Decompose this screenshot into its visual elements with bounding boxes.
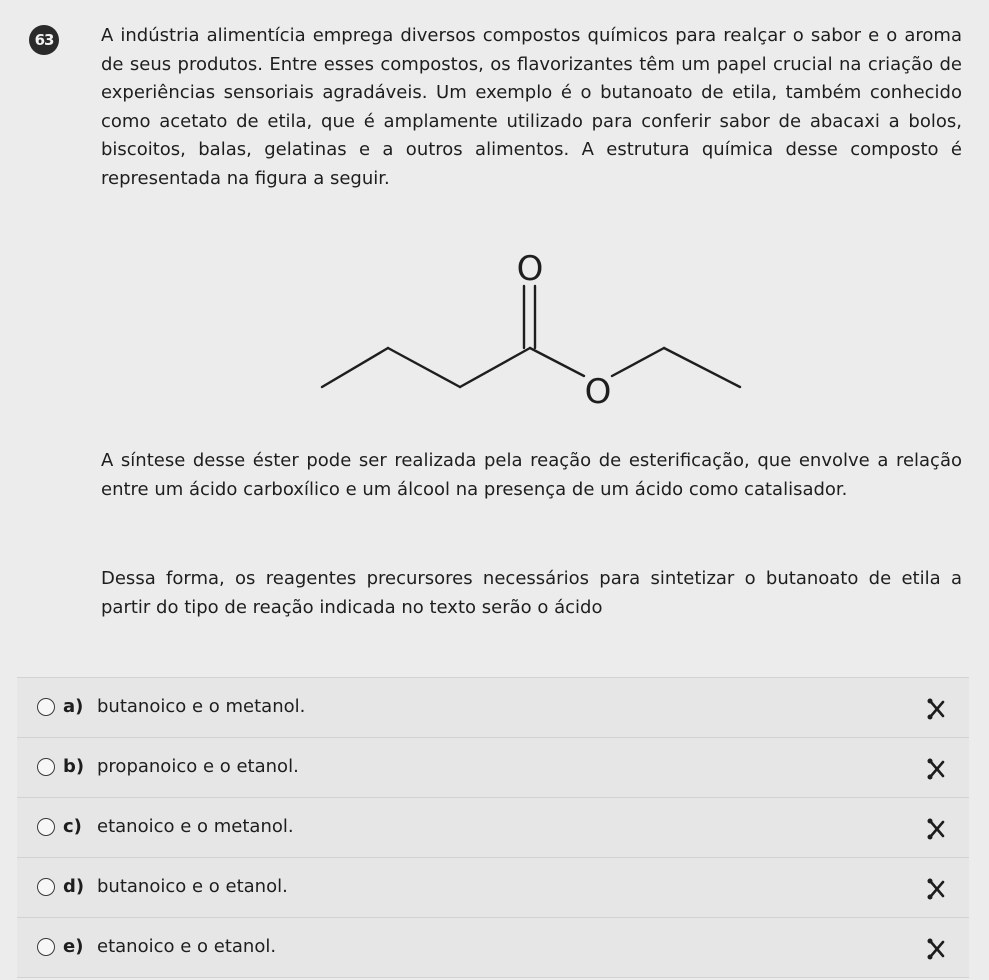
option-d[interactable] [17, 857, 969, 917]
answer-options [17, 677, 969, 978]
bond-c4-o [530, 348, 584, 376]
option-letter: c) [63, 816, 82, 837]
option-a[interactable] [17, 677, 969, 737]
question-prompt-text: Dessa forma, os reagentes precursores necessários para sintetizar o butanoato de etila a partir do tipo de reação indicada no texto serão o ácido [101, 568, 962, 618]
radio-button[interactable] [37, 878, 55, 896]
radio-button[interactable] [37, 758, 55, 776]
option-letter: d) [63, 876, 85, 897]
option-text: etanoico e o etanol. [97, 936, 277, 957]
radio-button[interactable] [37, 938, 55, 956]
carbonyl-oxygen-label: O [516, 249, 544, 289]
ester-oxygen-label: O [584, 372, 612, 412]
bond-o-c5 [612, 348, 664, 376]
option-text: butanoico e o metanol. [97, 696, 306, 717]
option-b[interactable] [17, 737, 969, 797]
scissors-icon[interactable] [926, 938, 948, 960]
option-c[interactable] [17, 797, 969, 857]
question-intro-text: A indústria alimentícia emprega diversos compostos químicos para realçar o sabor e o aroma de seus produtos. Entre esses compostos, os flavorizantes têm um papel crucial na criação de experiências sensoriais agradáveis. Um exemplo é o butanoato de etila, também conhecido como acetato de etila, que é amplamente utilizado para conferir sabor de abacaxi a bolos, biscoitos, balas, gelatinas e a outros alimentos. A estrutura química desse composto é representada na figura a seguir. [101, 25, 962, 189]
option-letter: b) [63, 756, 85, 777]
scissors-icon[interactable] [926, 758, 948, 780]
bond-c3-c4 [460, 348, 530, 387]
option-text: etanoico e o metanol. [97, 816, 294, 837]
radio-button[interactable] [37, 818, 55, 836]
scissors-icon[interactable] [926, 818, 948, 840]
option-letter: a) [63, 696, 84, 717]
option-text: butanoico e o etanol. [97, 876, 288, 897]
scissors-icon[interactable] [926, 878, 948, 900]
scissors-icon[interactable] [926, 698, 948, 720]
bond-c1-c2 [322, 348, 388, 387]
bond-c2-c3 [388, 348, 460, 387]
option-e[interactable] [17, 917, 969, 978]
option-letter: e) [63, 936, 84, 957]
option-text: propanoico e o etanol. [97, 756, 299, 777]
radio-button[interactable] [37, 698, 55, 716]
bond-c5-c6 [664, 348, 740, 387]
synthesis-text: A síntese desse éster pode ser realizada pela reação de esterificação, que envolve a relação entre um ácido carboxílico e um álcool na presença de um ácido como catalisador. [101, 450, 962, 500]
ethyl-butanoate-structure [0, 0, 989, 440]
question-number-badge: 63 [29, 25, 59, 55]
